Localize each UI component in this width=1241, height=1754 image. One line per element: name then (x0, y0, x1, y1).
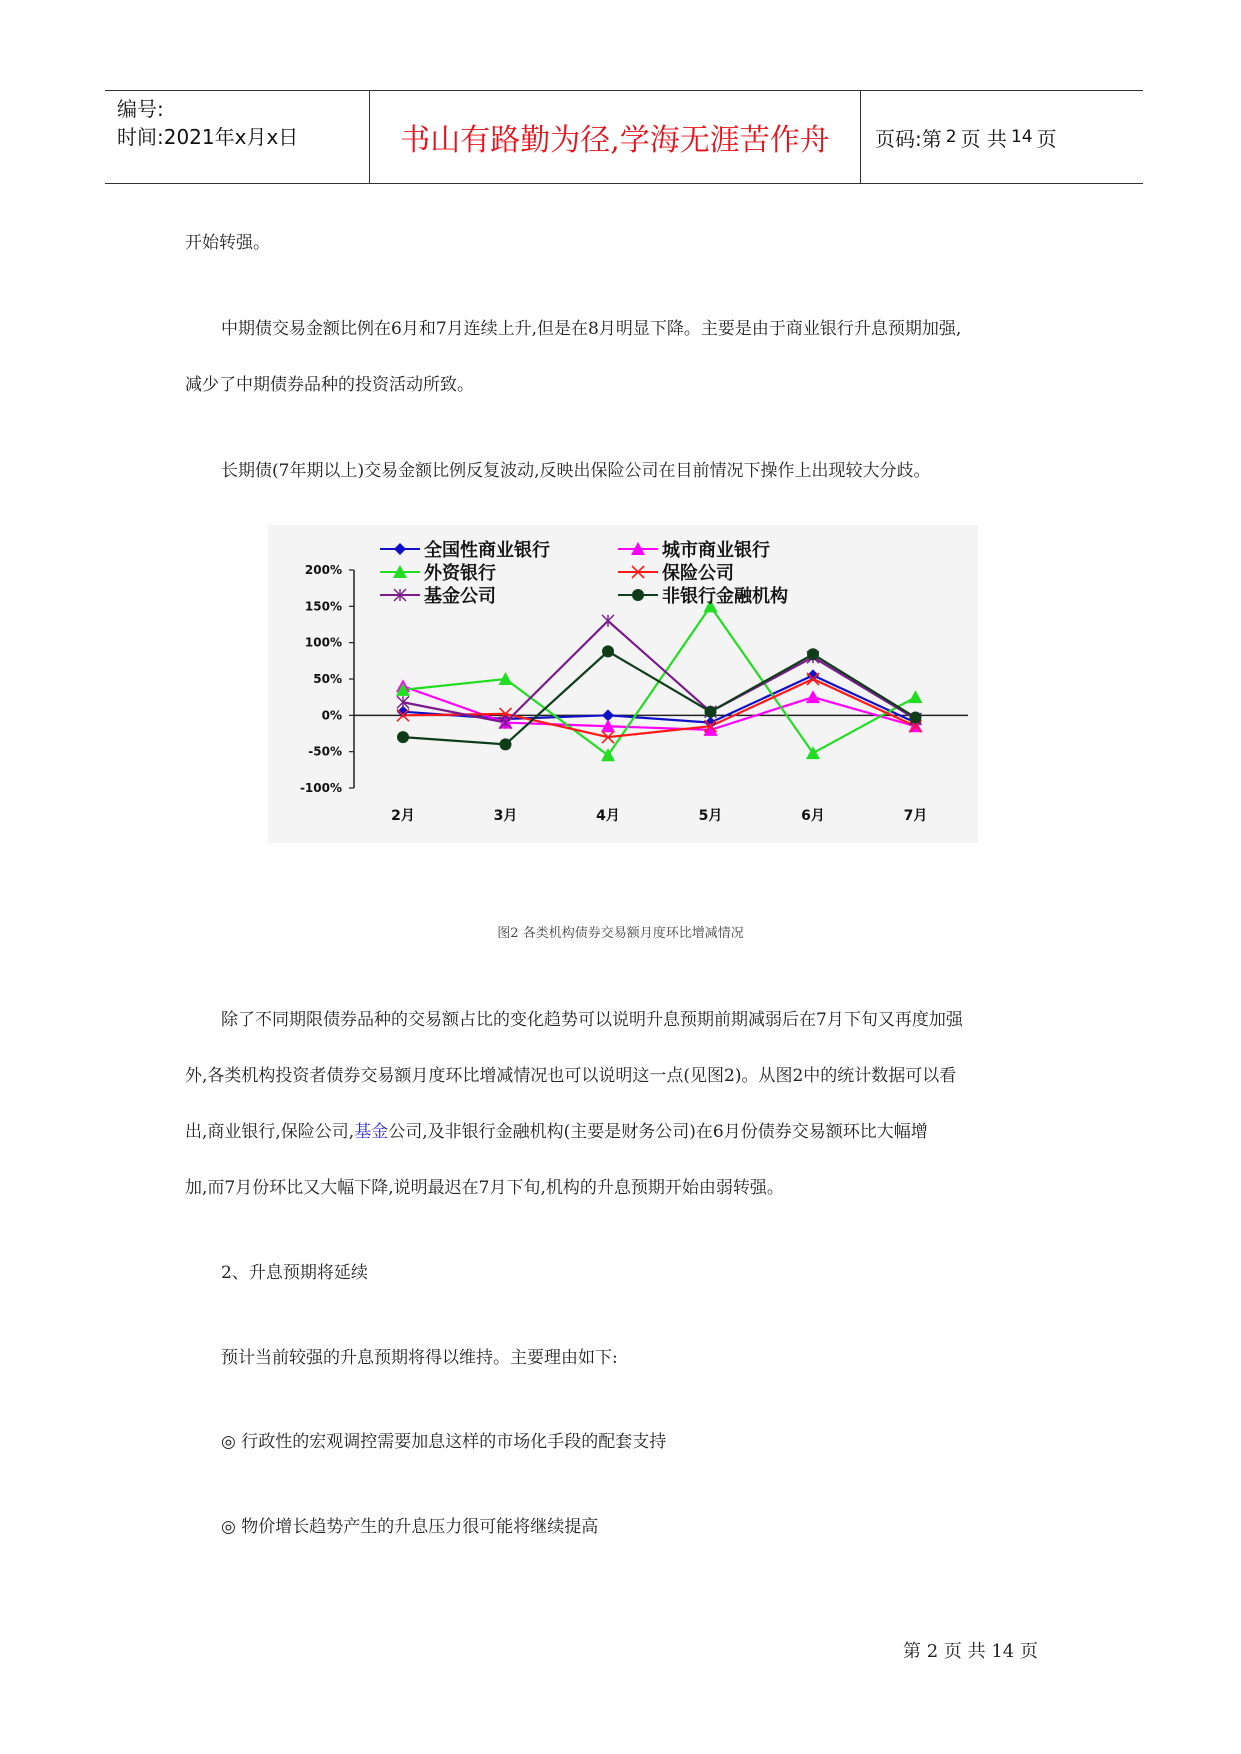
circle-marker (705, 706, 717, 718)
section-heading: 2、升息预期将延续 (221, 1263, 368, 1283)
bullet-item: ◎ 行政性的宏观调控需要加息这样的市场化手段的配套支持 (221, 1432, 667, 1452)
line-chart (268, 525, 978, 843)
circle-marker (500, 738, 512, 750)
figure-caption: 图2 各类机构债券交易额月度环比增减情况 (497, 926, 744, 941)
header-divider (369, 91, 370, 183)
page-suffix: 页 (1036, 126, 1057, 151)
paragraph: 开始转强。 (185, 233, 270, 253)
paragraph-text: 出,商业银行,保险公司, (185, 1122, 355, 1142)
legend-label: 非银行金融机构 (662, 586, 788, 607)
paragraph: 外,各类机构投资者债券交易额月度环比增减情况也可以说明这一点(见图2)。从图2中的统计数据可以看 (185, 1066, 957, 1086)
triangle-marker (806, 690, 820, 703)
paragraph: 减少了中期债券品种的投资活动所致。 (185, 375, 474, 395)
y-tick-label: -100% (299, 781, 342, 795)
page-mid: 页 共 (960, 126, 1007, 151)
time-label: 时间:2021年x月x日 (117, 125, 299, 149)
x-tick-label: 6月 (801, 808, 825, 824)
diamond-marker (394, 543, 406, 555)
y-tick-label: 50% (313, 672, 342, 686)
y-tick-label: 0% (321, 708, 342, 723)
paragraph-text: 公司,及非银行金融机构(主要是财务公司)在6月份债券交易额环比大幅增 (388, 1122, 928, 1142)
page-number: 2 (945, 127, 957, 147)
page-footer: 第 2 页 共 14 页 (903, 1641, 1038, 1662)
y-tick-label: 200% (304, 563, 342, 577)
header-divider (860, 91, 861, 183)
paragraph: 加,而7月份环比又大幅下降,说明最迟在7月下旬,机构的升息预期开始由弱转强。 (185, 1178, 784, 1198)
circle-marker (807, 648, 819, 660)
fund-link[interactable]: 基金 (354, 1122, 389, 1142)
paragraph: 中期债交易金额比例在6月和7月连续上升,但是在8月明显下降。主要是由于商业银行升息预期加强, (221, 319, 962, 339)
legend-label: 基金公司 (424, 586, 496, 607)
bullet-item: ◎ 物价增长趋势产生的升息压力很可能将继续提高 (221, 1517, 599, 1537)
triangle-marker (806, 746, 820, 759)
circle-marker (632, 589, 644, 601)
legend-label: 全国性商业银行 (424, 540, 550, 561)
series-line (403, 686, 916, 730)
circle-marker (397, 731, 409, 743)
paragraph: 除了不同期限债券品种的交易额占比的变化趋势可以说明升息预期前期减弱后在7月下旬又再度加强 (221, 1010, 963, 1030)
page-total: 14 (1010, 127, 1033, 147)
x-tick-label: 7月 (903, 808, 928, 824)
paragraph: 长期债(7年期以上)交易金额比例反复波动,反映出保险公司在目前情况下操作上出现较大分歧。 (221, 461, 931, 481)
y-tick-label: -50% (308, 744, 342, 759)
y-tick-label: 150% (304, 599, 342, 614)
chart-svg (268, 525, 978, 843)
paragraph: 预计当前较强的升息预期将得以维持。主要理由如下: (221, 1348, 618, 1368)
series-line (403, 621, 916, 723)
header-motto: 书山有路勤为径,学海无涯苦作舟 (400, 123, 830, 158)
circle-marker (910, 712, 922, 724)
legend-label: 城市商业银行 (662, 540, 770, 561)
header-meta (117, 91, 367, 183)
x-tick-label: 5月 (698, 808, 723, 824)
paragraph (185, 1117, 928, 1142)
circle-marker (602, 645, 614, 657)
triangle-marker (601, 748, 615, 761)
header-page-info (875, 91, 1057, 183)
page-prefix: 页码:第 (875, 126, 942, 151)
legend-label: 外资银行 (424, 563, 496, 584)
x-tick-label: 3月 (493, 808, 518, 824)
y-tick-label: 100% (304, 635, 342, 650)
x-tick-label: 4月 (596, 808, 620, 824)
legend-label: 保险公司 (662, 563, 734, 584)
triangle-marker (909, 690, 923, 703)
page-header (105, 90, 1143, 184)
number-label: 编号: (117, 97, 164, 121)
x-tick-label: 2月 (391, 808, 415, 824)
